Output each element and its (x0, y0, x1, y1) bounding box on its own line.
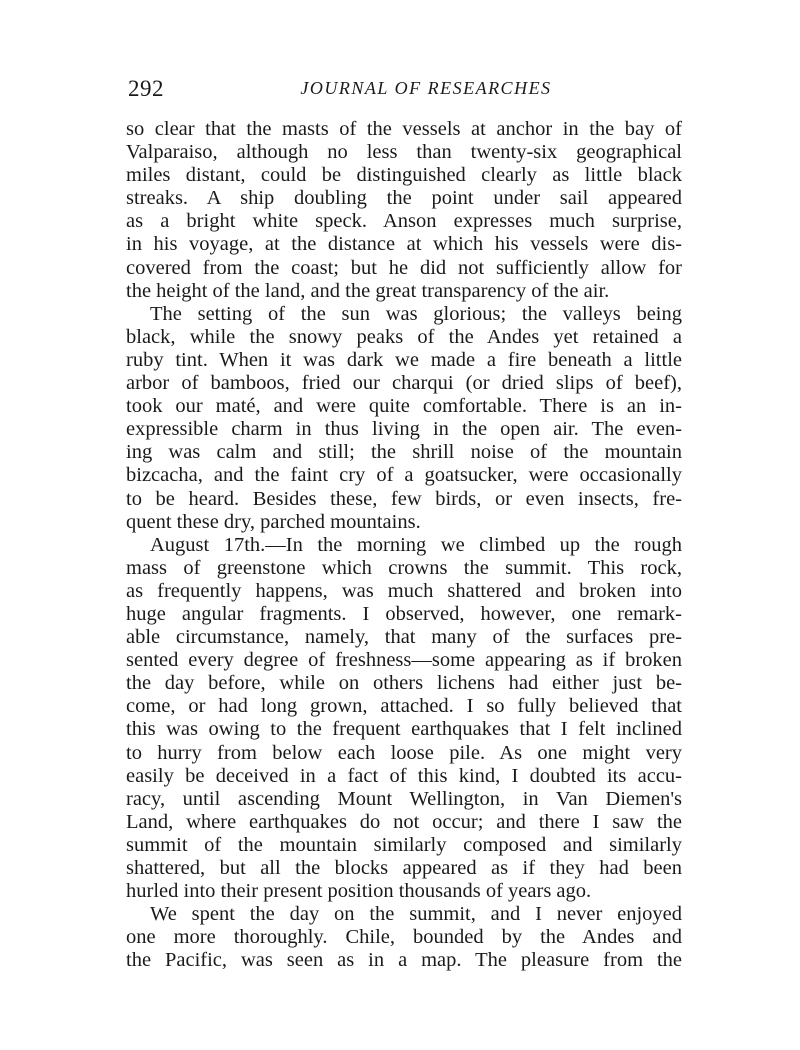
text-line: as a bright white speck. Anson expresses much surprise, (126, 210, 682, 233)
text-line: to be heard. Besides these, few birds, or even insects, fre- (126, 487, 682, 510)
text-line: this was owing to the frequent earthquakes that I felt inclined (126, 718, 682, 741)
text-line: The setting of the sun was glorious; the valleys being (150, 302, 682, 325)
text-line: We spent the day on the summit, and I never enjoyed (150, 903, 682, 926)
text-line: one more thoroughly. Chile, bounded by the Andes and (126, 926, 682, 949)
paragraph-1 (126, 118, 682, 303)
text-line: bizcacha, and the faint cry of a goatsucker, were occasionally (126, 464, 682, 487)
text-line: to hurry from below each loose pile. As one might very (126, 741, 682, 764)
text-line: took our maté, and were quite comfortable. There is an in- (126, 395, 682, 418)
text-line: in his voyage, at the distance at which his vessels were dis- (126, 233, 682, 256)
page-header (128, 76, 684, 106)
paragraph-2 (126, 303, 682, 534)
running-head: JOURNAL OF RESEARCHES (300, 78, 552, 98)
page-number: 292 (128, 76, 164, 101)
text-line: sented every degree of freshness—some appearing as if broken (126, 649, 682, 672)
text-line: quent these dry, parched mountains. (126, 510, 421, 533)
text-line: the day before, while on others lichens had either just be- (126, 672, 682, 695)
text-line: hurled into their present position thousands of years ago. (126, 880, 592, 903)
text-line: Valparaiso, although no less than twenty-six geographical (126, 141, 682, 164)
text-line: Land, where earthquakes do not occur; and there I saw the (126, 810, 682, 833)
text-line: streaks. A ship doubling the point under sail appeared (126, 187, 682, 210)
text-line: easily be deceived in a fact of this kind, I doubted its accu- (126, 764, 682, 787)
text-line: able circumstance, namely, that many of the surfaces pre- (126, 626, 682, 649)
text-line: as frequently happens, was much shattered and broken into (126, 579, 682, 602)
text-line: black, while the snowy peaks of the Andes yet retained a (126, 325, 682, 348)
text-line: shattered, but all the blocks appeared as if they had been (126, 857, 682, 879)
text-line: mass of greenstone which crowns the summit. This rock, (126, 556, 682, 579)
body-text (126, 118, 682, 972)
text-line: ing was calm and still; the shrill noise of the mountain (126, 441, 682, 464)
text-line: expressible charm in thus living in the open air. The even- (126, 418, 682, 441)
text-line: come, or had long grown, attached. I so fully believed that (126, 695, 682, 718)
text-line: arbor of bamboos, fried our charqui (or dried slips of beef), (126, 372, 682, 395)
text-line: summit of the mountain similarly composed and similarly (126, 833, 682, 856)
text-line: covered from the coast; but he did not sufficiently allow for (126, 256, 682, 279)
paragraph-4 (126, 903, 682, 972)
paragraph-3 (126, 534, 682, 904)
text-line: the Pacific, was seen as in a map. The pleasure from the (126, 949, 682, 972)
text-line: miles distant, could be distinguished clearly as little black (126, 164, 682, 187)
text-line: so clear that the masts of the vessels at anchor in the bay of (126, 118, 682, 140)
text-line: the height of the land, and the great transparency of the air. (126, 279, 610, 302)
text-line: huge angular fragments. I observed, however, one remark- (126, 602, 682, 625)
text-line: ruby tint. When it was dark we made a fire beneath a little (126, 348, 682, 371)
text-line: August 17th.—In the morning we climbed up the rough (150, 533, 682, 556)
text-line: racy, until ascending Mount Wellington, in Van Diemen's (126, 787, 682, 810)
